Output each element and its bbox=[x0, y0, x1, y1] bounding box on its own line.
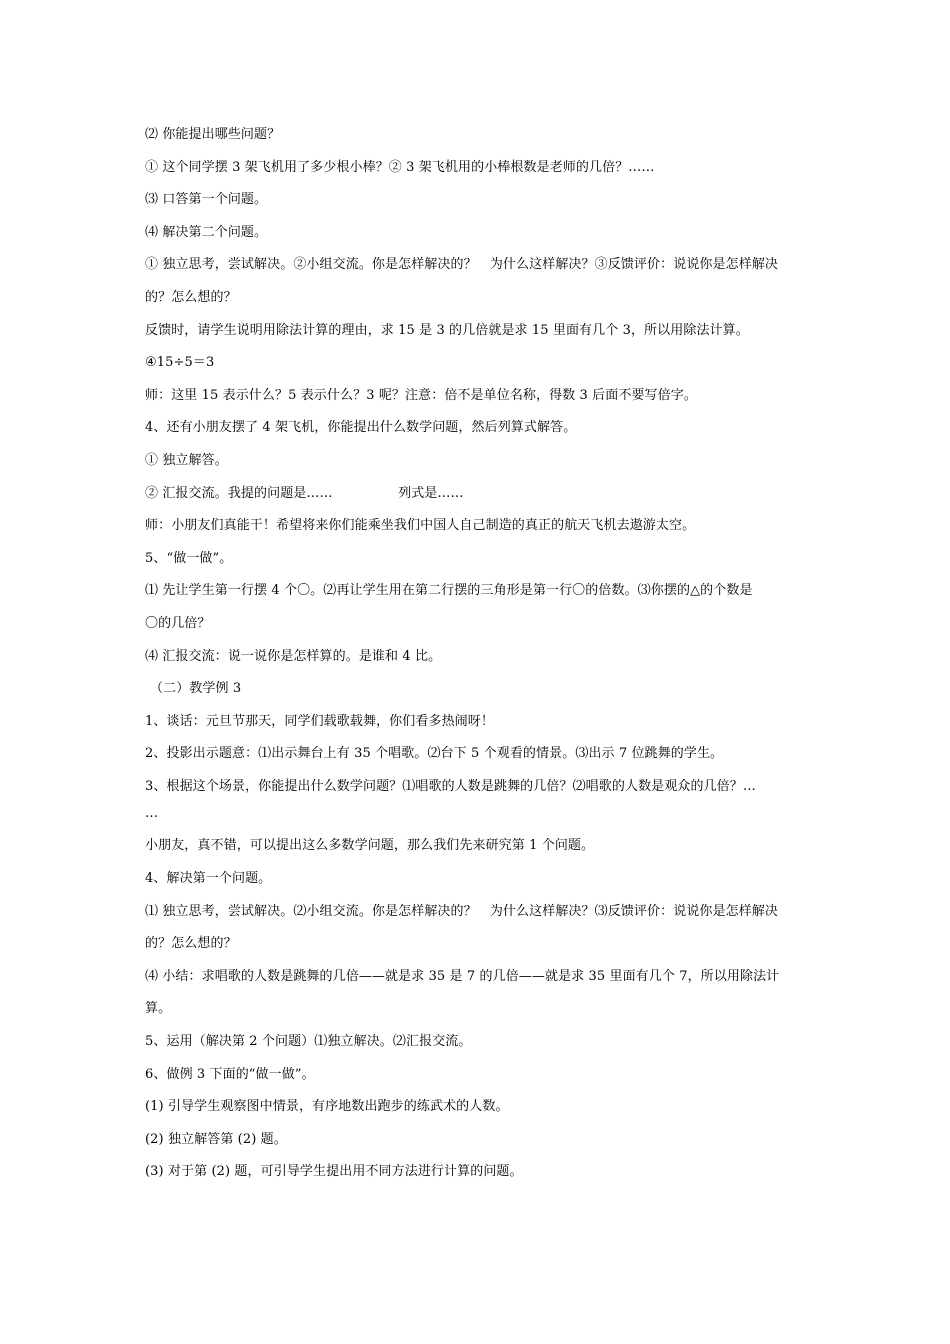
text-line: ② 汇报交流。我提的问题是…… 列式是…… bbox=[145, 485, 464, 501]
text-line: 师：这里 15 表示什么？5 表示什么？3 呢？注意：倍不是单位名称，得数 3 后面不要写倍字。 bbox=[145, 387, 697, 403]
text-line: ⑵ 你能提出哪些问题？ bbox=[145, 127, 281, 142]
text-line: … bbox=[145, 805, 159, 821]
text-line: 5、运用（解决第 2 个问题）⑴独立解决。⑵汇报交流。 bbox=[145, 1034, 472, 1050]
text-line: (2) 独立解答第 (2) 题。 bbox=[145, 1131, 287, 1147]
section-heading: （二）教学例 3 bbox=[150, 681, 242, 697]
text-line: ① 独立思考，尝试解决。②小组交流。你是怎样解决的？ 为什么这样解决？③反馈评价：说说你是怎样解决 bbox=[145, 257, 779, 273]
text-line: ① 这个同学摆 3 架飞机用了多少根小棒？② 3 架飞机用的小棒根数是老师的几倍？…… bbox=[145, 159, 655, 175]
text-line: ⑴ 先让学生第一行摆 4 个〇。⑵再让学生用在第二行摆的三角形是第一行〇的倍数。⑶你摆的△的个数是 bbox=[145, 583, 753, 599]
text-line: 1、谈话：元旦节那天，同学们载歌载舞，你们看多热闹呀！ bbox=[145, 713, 494, 729]
text-line: (1) 引导学生观察图中情景，有序地数出跑步的练武术的人数。 bbox=[145, 1099, 509, 1115]
text-line: 〇的几倍？ bbox=[145, 615, 211, 631]
text-line: ⑴ 独立思考，尝试解决。⑵小组交流。你是怎样解决的？ 为什么这样解决？⑶反馈评价：说说你是怎样解决 bbox=[145, 903, 779, 919]
text-line: 师：小朋友们真能干！希望将来你们能乘坐我们中国人自己制造的真正的航天飞机去遨游太空。 bbox=[145, 518, 696, 534]
text-line: 小朋友，真不错，可以提出这么多数学问题，那么我们先来研究第 1 个问题。 bbox=[145, 838, 595, 854]
text-line: 算。 bbox=[145, 1001, 172, 1017]
document-body bbox=[145, 127, 811, 1197]
text-line: ⑶ 口答第一个问题。 bbox=[145, 192, 268, 208]
text-line: 的？怎么想的？ bbox=[145, 289, 237, 305]
text-line: 5、“做一做”。 bbox=[145, 550, 233, 566]
text-line: 4、还有小朋友摆了 4 架飞机，你能提出什么数学问题，然后列算式解答。 bbox=[145, 420, 577, 436]
text-line: 3、根据这个场景，你能提出什么数学问题？⑴唱歌的人数是跳舞的几倍？⑵唱歌的人数是观众的几倍？… bbox=[145, 778, 756, 794]
text-line: 反馈时，请学生说明用除法计算的理由，求 15 是 3 的几倍就是求 15 里面有几个 3，所以用除法计算。 bbox=[145, 322, 749, 338]
text-line: ① 独立解答。 bbox=[145, 452, 228, 468]
text-line: ⑷ 小结：求唱歌的人数是跳舞的几倍——就是求 35 是 7 的几倍——就是求 35 里面有几个 7，所以用除法计 bbox=[145, 968, 780, 984]
text-line: 的？怎么想的？ bbox=[145, 936, 237, 952]
text-line: ⑷ 解决第二个问题。 bbox=[145, 224, 268, 240]
text-line: 4、解决第一个问题。 bbox=[145, 871, 272, 887]
text-line: ⑷ 汇报交流：说一说你是怎样算的。是谁和 4 比。 bbox=[145, 648, 442, 664]
text-line: 6、做例 3 下面的“做一做”。 bbox=[145, 1066, 315, 1082]
text-line: 2、投影出示题意：⑴出示舞台上有 35 个唱歌。⑵台下 5 个观看的情景。⑶出示 7 位跳舞的学生。 bbox=[145, 746, 724, 762]
text-line: (3) 对于第 (2) 题，可引导学生提出用不同方法进行计算的问题。 bbox=[145, 1164, 523, 1180]
text-line: ④15÷5＝3 bbox=[145, 355, 215, 371]
